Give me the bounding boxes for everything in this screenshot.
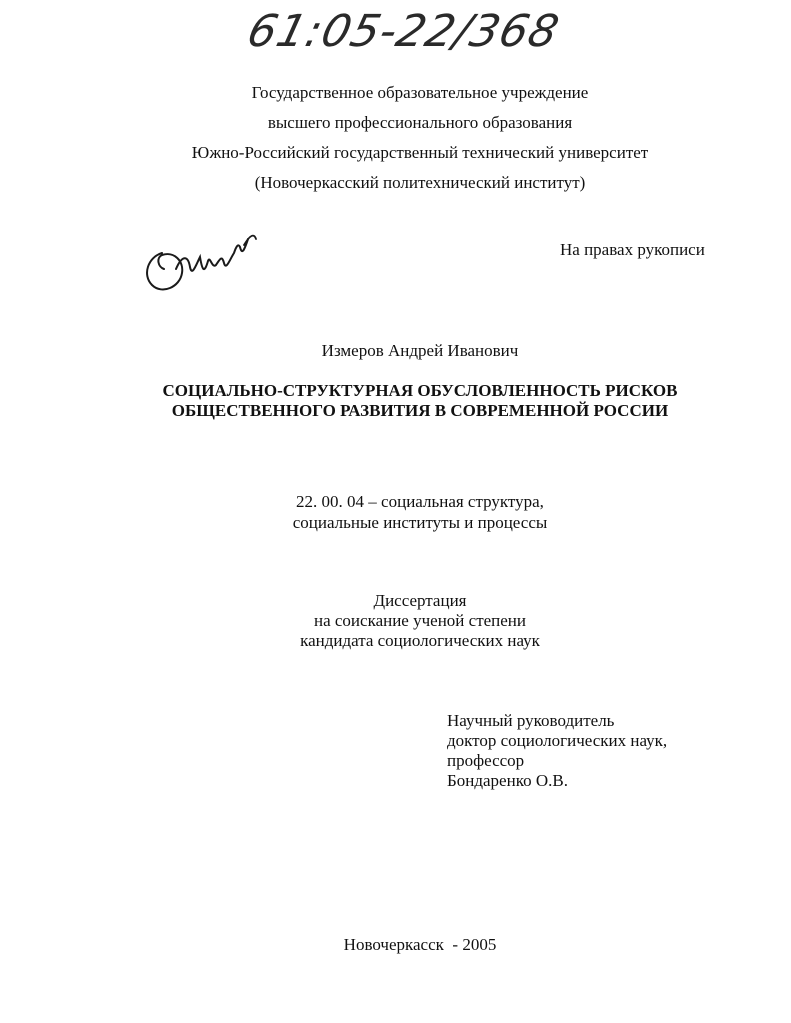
institution-line-1: Государственное образовательное учреждение bbox=[251, 83, 589, 102]
specialty-line-2: социальные институты и процессы bbox=[292, 513, 548, 532]
supervisor-line-1: Научный руководитель bbox=[447, 711, 615, 730]
institution-line-3: Южно-Российский государственный технический университет bbox=[191, 143, 649, 162]
handwritten-signature bbox=[140, 225, 265, 300]
dissertation-line-1: Диссертация bbox=[373, 591, 467, 610]
author-name: Измеров Андрей Иванович bbox=[321, 341, 519, 360]
specialty-block bbox=[0, 491, 791, 533]
supervisor-line-4: Бондаренко О.В. bbox=[447, 771, 568, 790]
dissertation-block bbox=[0, 591, 791, 651]
city-year: Новочеркасск - 2005 bbox=[343, 935, 497, 954]
dissertation-line-2: на соискание ученой степени bbox=[313, 611, 527, 630]
supervisor-block bbox=[447, 711, 667, 791]
institution-block bbox=[0, 78, 791, 198]
supervisor-line-3: профессор bbox=[447, 751, 525, 770]
institution-line-4: (Новочеркасский политехнический институт) bbox=[254, 173, 586, 192]
library-stamp-code: 61:05-22/368 bbox=[242, 6, 565, 57]
title-line-1: СОЦИАЛЬНО-СТРУКТУРНАЯ ОБУСЛОВЛЕННОСТЬ РИСКОВ bbox=[162, 381, 678, 400]
dissertation-line-3: кандидата социологических наук bbox=[300, 631, 540, 650]
specialty-line-1: 22. 00. 04 – социальная структура, bbox=[296, 492, 544, 511]
supervisor-line-2: доктор социологических наук, bbox=[447, 731, 668, 750]
title-line-2: ОБЩЕСТВЕННОГО РАЗВИТИЯ В СОВРЕМЕННОЙ РОССИИ bbox=[171, 401, 669, 420]
rights-note: На правах рукописи bbox=[560, 240, 705, 259]
dissertation-title bbox=[0, 381, 791, 421]
institution-line-2: высшего профессионального образования bbox=[267, 113, 573, 132]
